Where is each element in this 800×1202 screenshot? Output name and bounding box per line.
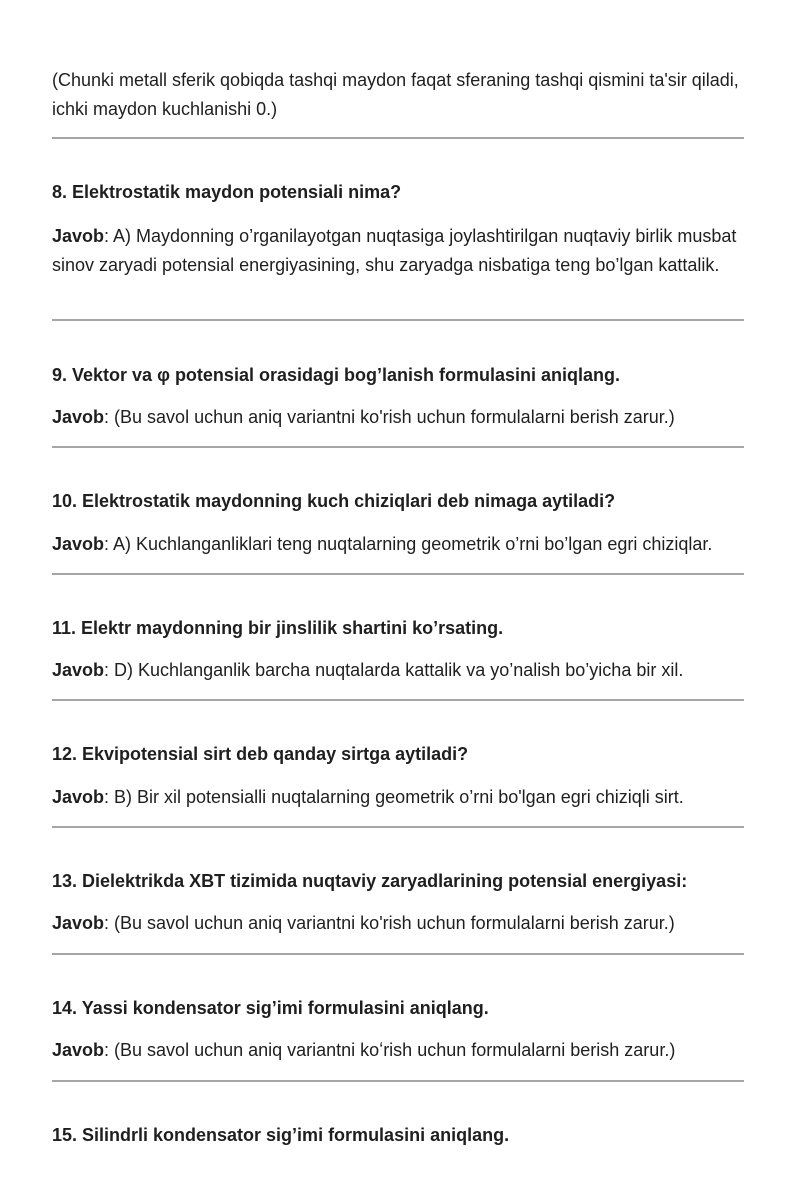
answer-text: : (Bu savol uchun aniq variantni koʻrish uchun formulalarni berish zarur.) (104, 1040, 676, 1060)
answer-text: : B) Bir xil potensialli nuqtalarning geometrik o’rni bo'lgan egri chiziqli sirt. (104, 787, 684, 807)
divider (52, 446, 744, 448)
answer-text: : (Bu savol uchun aniq variantni ko'rish uchun formulalarni berish zarur.) (104, 407, 675, 427)
answer-text: : A) Maydonning o’rganilayotgan nuqtasiga joylashtirilgan nuqtaviy birlik musbat sinov zaryadi potensial energiyasining, shu zaryadga nisbatiga teng bo’lgan kattalik. (52, 226, 737, 275)
answer-label: Javob (52, 787, 105, 807)
divider (52, 699, 744, 701)
answer-label: Javob (52, 226, 105, 246)
answer-label: Javob (52, 660, 105, 680)
question-12: 12. Ekvipotensial sirt deb qanday sirtga aytiladi? (52, 744, 469, 764)
intro-paragraph: (Chunki metall sferik qobiqda tashqi maydon faqat sferaning tashqi qismini ta'sir qiladi, ichki maydon kuchlanishi 0.) (52, 70, 739, 119)
answer-8 (52, 222, 752, 280)
answer-11 (52, 656, 752, 685)
answer-10 (52, 530, 752, 559)
divider (52, 1080, 744, 1082)
answer-12 (52, 783, 752, 812)
answer-label: Javob (52, 913, 105, 933)
answer-text: : (Bu savol uchun aniq variantni ko'rish uchun formulalarni berish zarur.) (104, 913, 675, 933)
divider (52, 573, 744, 575)
divider (52, 137, 744, 139)
divider (52, 826, 744, 828)
answer-13 (52, 909, 752, 938)
divider (52, 319, 744, 321)
divider (52, 953, 744, 955)
answer-label: Javob (52, 534, 105, 554)
question-9: 9. Vektor va φ potensial orasidagi bog’lanish formulasini aniqlang. (52, 365, 621, 385)
question-11: 11. Elektr maydonning bir jinslilik shartini ko’rsating. (52, 618, 504, 638)
answer-14 (52, 1036, 752, 1065)
question-10: 10. Elektrostatik maydonning kuch chiziqlari deb nimaga aytiladi? (52, 491, 616, 511)
question-8: 8. Elektrostatik maydon potensiali nima? (52, 182, 402, 202)
answer-label: Javob (52, 1040, 105, 1060)
question-13: 13. Dielektrikda XBT tizimida nuqtaviy zaryadlarining potensial energiyasi: (52, 871, 688, 891)
answer-label: Javob (52, 407, 105, 427)
answer-9 (52, 403, 752, 432)
question-14: 14. Yassi kondensator sig’imi formulasini aniqlang. (52, 998, 489, 1018)
answer-text: : A) Kuchlanganliklari teng nuqtalarning geometrik o’rni bo’lgan egri chiziqlar. (104, 534, 713, 554)
question-15: 15. Silindrli kondensator sig’imi formulasini aniqlang. (52, 1125, 510, 1145)
answer-text: : D) Kuchlanganlik barcha nuqtalarda kattalik va yo’nalish bo’yicha bir xil. (104, 660, 684, 680)
